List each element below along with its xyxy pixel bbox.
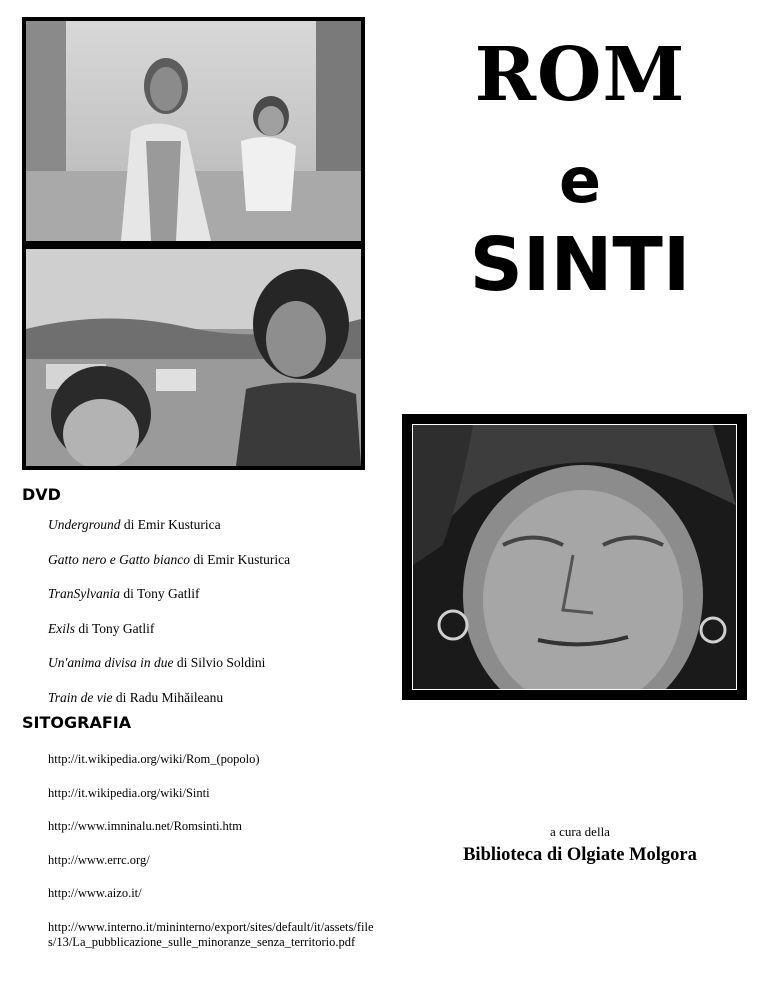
dvd-title: Train de vie <box>48 689 113 705</box>
dvd-director: di Emir Kusturica <box>120 517 221 532</box>
dvd-director: di Silvio Soldini <box>173 655 266 670</box>
sitografia-link[interactable]: http://it.wikipedia.org/wiki/Rom_(popolo) <box>48 752 260 766</box>
credit-library: Biblioteca di Olgiate Molgora <box>463 845 697 865</box>
dvd-item <box>48 552 290 587</box>
woman-child-image <box>26 21 361 241</box>
dvd-director: di Radu Mihăileanu <box>112 689 224 705</box>
sitografia-link[interactable]: http://it.wikipedia.org/wiki/Sinti <box>48 785 210 800</box>
sitografia-link[interactable]: http://www.aizo.it/ <box>48 886 142 900</box>
dvd-item <box>48 655 290 690</box>
elderly-woman-image <box>413 425 736 689</box>
elderly-woman-portrait-photo <box>402 414 747 700</box>
dvd-title: Gatto nero e Gatto bianco <box>48 551 190 567</box>
sitografia-link[interactable]: http://www.errc.org/ <box>48 852 150 867</box>
dvd-title: Un'anima divisa in due <box>48 655 174 670</box>
dvd-title: Exils <box>48 620 75 636</box>
dvd-list <box>48 517 290 724</box>
two-children-photo <box>22 245 365 470</box>
sitografia-link[interactable]: http://www.interno.it/mininterno/export/sites/default/it/assets/files/13/La_pubblicazione_sulle_minoranze_senza_territorio.pdf <box>48 919 374 949</box>
sitografia-link[interactable]: http://www.imninalu.net/Romsinti.htm <box>48 819 242 833</box>
children-image <box>26 249 361 466</box>
title-rom: ROM <box>474 32 686 118</box>
dvd-heading: DVD <box>22 485 61 504</box>
sitografia-heading: SITOGRAFIA <box>22 713 132 732</box>
dvd-director: di Tony Gatlif <box>120 586 200 601</box>
dvd-item <box>48 621 290 656</box>
dvd-title: TranSylvania <box>48 586 121 601</box>
credit-intro: a cura della <box>550 824 610 839</box>
dvd-director: di Emir Kusturica <box>189 551 291 567</box>
dvd-item <box>48 586 290 621</box>
dvd-title: Underground <box>48 517 121 532</box>
woman-holding-child-photo <box>22 17 365 245</box>
dvd-item <box>48 517 290 552</box>
sitografia-list <box>48 752 378 950</box>
title-sinti: SINTI <box>469 222 691 308</box>
dvd-director: di Tony Gatlif <box>75 620 155 636</box>
title-e: e <box>558 144 602 217</box>
